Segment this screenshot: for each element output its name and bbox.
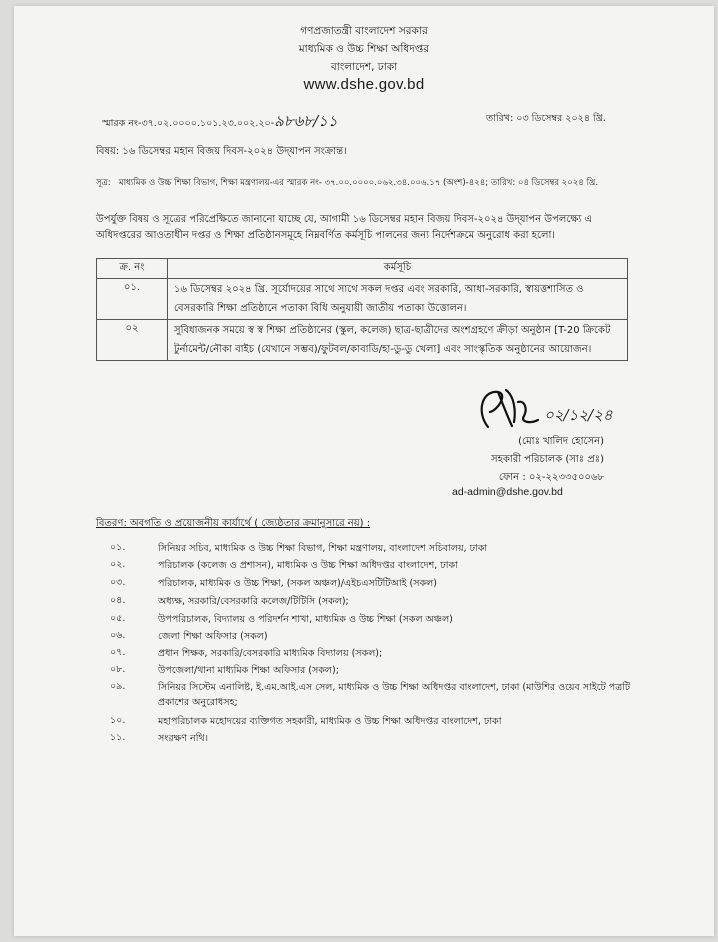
- memo-ref: [102, 110, 338, 135]
- table-header-row: [97, 259, 628, 279]
- subject-line: বিষয়: ১৬ ডিসেম্বর মহান বিজয় দিবস-২০২৪ উদ্‌যাপন সংক্রান্ত।: [96, 146, 347, 157]
- document-page: [14, 6, 714, 936]
- item-text: উপপরিচালক, বিদ্যালয় ও পরিদর্শন শাখা, মাধ্যমিক ও উচ্চ শিক্ষা (সকল অঞ্চল): [158, 614, 453, 625]
- source-line: [96, 176, 598, 190]
- signature-date: ০২/১২/২৪: [544, 406, 613, 424]
- table-row: [97, 320, 628, 361]
- signer-name: (মোঃ খালিদ হোসেন): [518, 436, 604, 447]
- item-number: ১০.: [110, 715, 126, 726]
- table-header-program: কর্মসূচি: [168, 259, 628, 279]
- item-text: জেলা শিক্ষা অফিসার (সকল): [158, 631, 268, 642]
- source-label: সূত্র:: [96, 178, 111, 188]
- signer-phone: ফোন : ০২-২২৩৩৫০০৬৮: [498, 472, 604, 483]
- signer-email[interactable]: ad-admin@dshe.gov.bd: [452, 486, 563, 498]
- item-text: পরিচালক, মাধ্যমিক ও উচ্চ শিক্ষা, (সকল অঞ্চল)/এইচএসটিটিআই (সকল): [158, 578, 437, 589]
- item-text: সিনিয়র সিস্টেম এনালিষ্ট, ই.এম.আই.এস সেল, মাধ্যমিক ও উচ্চ শিক্ষা অধিদপ্তর বাংলাদেশ, ঢাকা (মাউশির ওয়েব সাইটে পত্রটি প্রকাশের অনুরোধসহ;: [158, 682, 631, 708]
- item-text: পরিচালক (কলেজ ও প্রশাসন), মাধ্যমিক ও উচ্চ শিক্ষা অধিদপ্তর বাংলাদেশ, ঢাকা: [158, 560, 458, 571]
- item-number: ০২.: [110, 559, 126, 570]
- item-number: ০৯.: [110, 681, 126, 692]
- distribution-title: বিতরণ: অবগতি ও প্রয়োজনীয় কার্যার্থে ( জ্যেষ্ঠতার ক্রমানুসারে নয়) :: [96, 518, 371, 529]
- item-text: অধ্যক্ষ, সরকারি/বেসরকারি কলেজ/টিটিসি (সকল);: [158, 596, 349, 607]
- program-table: [96, 258, 628, 361]
- signer-designation: সহকারী পরিচালক (সাঃ প্রঃ): [491, 454, 604, 465]
- govt-name: গণপ্রজাতন্ত্রী বাংলাদেশ সরকার: [300, 25, 428, 37]
- item-number: ০৭.: [110, 647, 126, 658]
- location: বাংলাদেশ, ঢাকা: [330, 61, 398, 73]
- row-number: ০২: [97, 320, 168, 361]
- row-text: ১৬ ডিসেম্বর ২০২৪ খ্রি. সূর্যোদয়ের সাথে সাথে সকল দপ্তর এবং সরকারি, আধা-সরকারি, স্বায়ত্তশাসিত ও বেসরকারি শিক্ষা প্রতিষ্ঠানে পতাকা বিধি অনুযায়ী জাতীয় পতাকা উত্তোলন।: [168, 279, 628, 320]
- signature-scribble: [468, 382, 548, 432]
- table-header-no: ক্র. নং: [97, 259, 168, 279]
- item-number: ০৮.: [110, 664, 126, 675]
- item-text: উপজেলা/থানা মাধ্যমিক শিক্ষা অফিসার (সকল);: [158, 665, 339, 676]
- item-text: মহাপরিচালক মহোদয়ের ব্যক্তিগত সহকারী, মাধ্যমিক ও উচ্চ শিক্ষা অধিদপ্তর বাংলাদেশ, ঢাকা: [158, 716, 502, 727]
- item-number: ০৩.: [110, 577, 126, 588]
- item-number: ১১.: [110, 732, 126, 743]
- item-text: সিনিয়র সচিব, মাধ্যমিক ও উচ্চ শিক্ষা বিভাগ, শিক্ষা মন্ত্রণালয়, বাংলাদেশ সচিবালয়, ঢাকা: [158, 543, 488, 554]
- website-link[interactable]: www.dshe.gov.bd: [303, 76, 425, 93]
- item-number: ০৪.: [110, 595, 126, 606]
- intro-paragraph: উপর্যুক্ত বিষয় ও সূত্রের পরিপ্রেক্ষিতে জানানো যাচ্ছে যে, আগামী ১৬ ডিসেম্বর মহান বিজয় দিবস-২০২৪ উদ্‌যাপন উপলক্ষ্যে এ অধিদপ্তরের আওতাধীন দপ্তর ও শিক্ষা প্রতিষ্ঠানসমূহে নিম্নবর্ণিত কর্মসূচি পালনের জন্য নির্দেশক্রমে অনুরোধ করা হলো।: [96, 214, 593, 241]
- memo-ref-handwritten: ৯৮৬৮/১১: [274, 112, 338, 130]
- memo-date: তারিখ: ০৩ ডিসেম্বর ২০২৪ খ্রি.: [486, 113, 606, 124]
- source-text: মাধ্যমিক ও উচ্চ শিক্ষা বিভাগ, শিক্ষা মন্ত্রণালয়-এর স্মারক নং- ৩৭.০০.০০০০.০৬২.৩৪.০০৬.১৭ (অংশ)-৪২৪; তারিখ: ০৪ ডিসেম্বর ২০২৪ খ্রি.: [118, 178, 599, 188]
- item-number: ০১.: [110, 542, 126, 553]
- table-row: [97, 279, 628, 320]
- row-text: সুবিধাজনক সময়ে স্ব স্ব শিক্ষা প্রতিষ্ঠানের (স্কুল, কলেজ) ছাত্র-ছাত্রীদের অংশগ্রহণে ক্রীড়া অনুষ্ঠান [T-20 ক্রিকেট টুর্নামেন্ট/নৌকা বাইচ (যেখানে সম্ভব)/ফুটবল/কাবাডি/হা-ডু-ডু খেলা] এবং সাংস্কৃতিক অনুষ্ঠানের আয়োজন।: [168, 320, 628, 361]
- item-text: প্রধান শিক্ষক, সরকারি/বেসরকারি মাধ্যমিক বিদ্যালয় (সকল);: [158, 648, 383, 659]
- row-number: ০১.: [97, 279, 168, 320]
- item-text: সংরক্ষণ নথি।: [158, 733, 208, 744]
- item-number: ০৬.: [110, 630, 126, 641]
- department-name: মাধ্যমিক ও উচ্চ শিক্ষা অধিদপ্তর: [298, 43, 430, 55]
- item-number: ০৫.: [110, 613, 126, 624]
- memo-ref-label: স্মারক নং-৩৭.০২.০০০০.১০১.২৩.০০২.২০-: [102, 118, 275, 129]
